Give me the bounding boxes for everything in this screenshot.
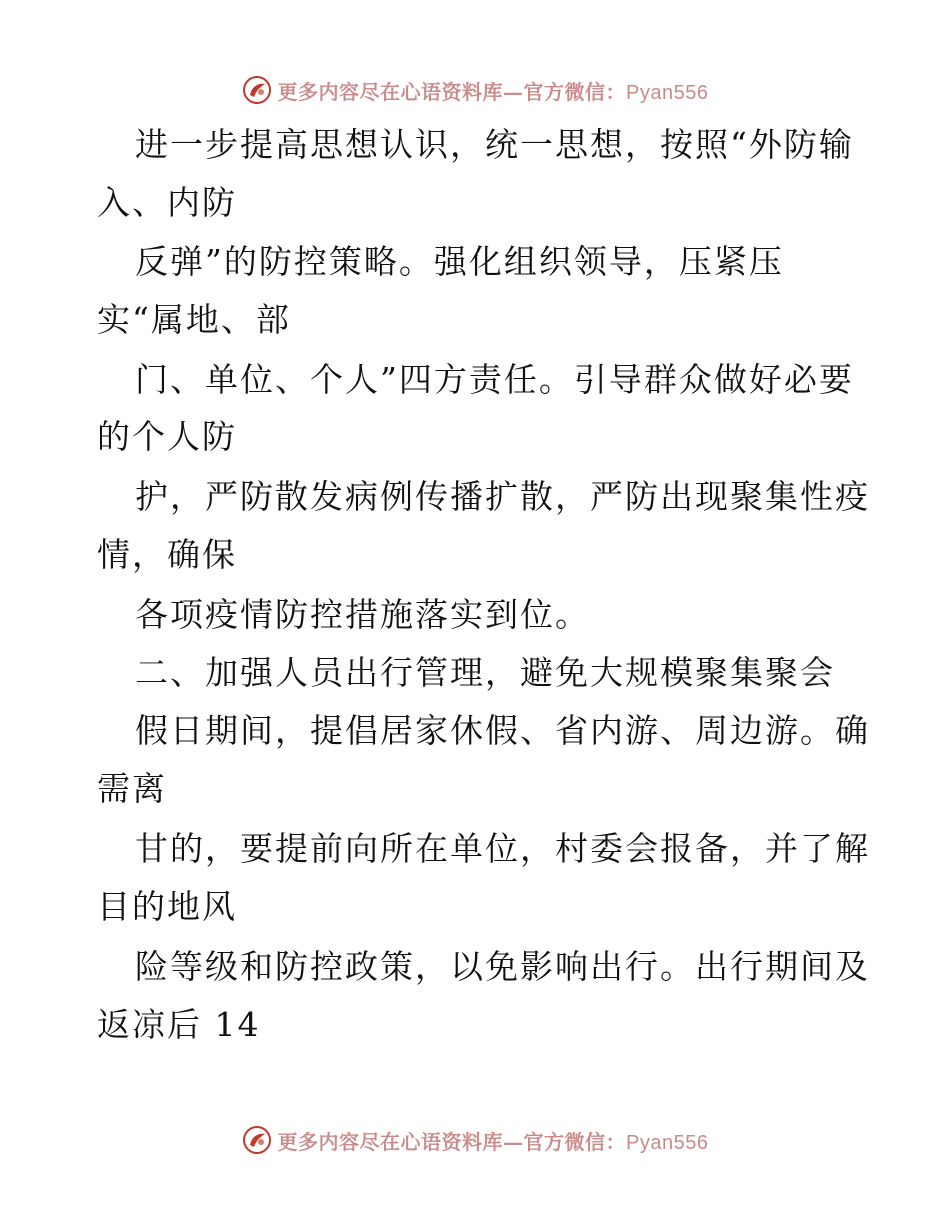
- text-line: 甘的，要提前向所在单位，村委会报备，并了解: [135, 829, 870, 868]
- text-line: 返凉后 14: [97, 1005, 261, 1044]
- text-line: 需离: [97, 769, 167, 808]
- brand-logo-icon: [242, 1125, 272, 1155]
- text-line: 的个人防: [97, 417, 237, 456]
- footer-watermark-text: 更多内容尽在心语资料库—官方微信：Pyan556: [277, 1129, 709, 1154]
- brand-logo-icon: [242, 75, 272, 105]
- header-watermark-text: 更多内容尽在心语资料库—官方微信：Pyan556: [277, 79, 709, 104]
- text-line: 反弹”的防控策略。强化组织领导，压紧压: [135, 242, 784, 281]
- header-watermark-banner: [0, 70, 950, 110]
- text-line: 门、单位、个人”四方责任。引导群众做好必要: [135, 360, 854, 399]
- text-line: 各项疫情防控措施落实到位。: [135, 595, 590, 634]
- text-line: 入、内防: [97, 183, 237, 222]
- text-line: 险等级和防控政策，以免影响出行。出行期间及: [135, 947, 870, 986]
- text-line: 进一步提高思想认识，统一思想，按照“外防输: [135, 125, 854, 164]
- text-line: 护，严防散发病例传播扩散，严防出现聚集性疫: [135, 477, 870, 516]
- footer-watermark-banner: [0, 1120, 950, 1160]
- section-heading: 二、加强人员出行管理，避免大规模聚集聚会: [135, 653, 835, 692]
- text-line: 目的地风: [97, 887, 237, 926]
- text-line: 假日期间，提倡居家休假、省内游、周边游。确: [135, 711, 870, 750]
- text-line: 情，确保: [97, 535, 237, 574]
- text-line: 实“属地、部: [97, 300, 291, 339]
